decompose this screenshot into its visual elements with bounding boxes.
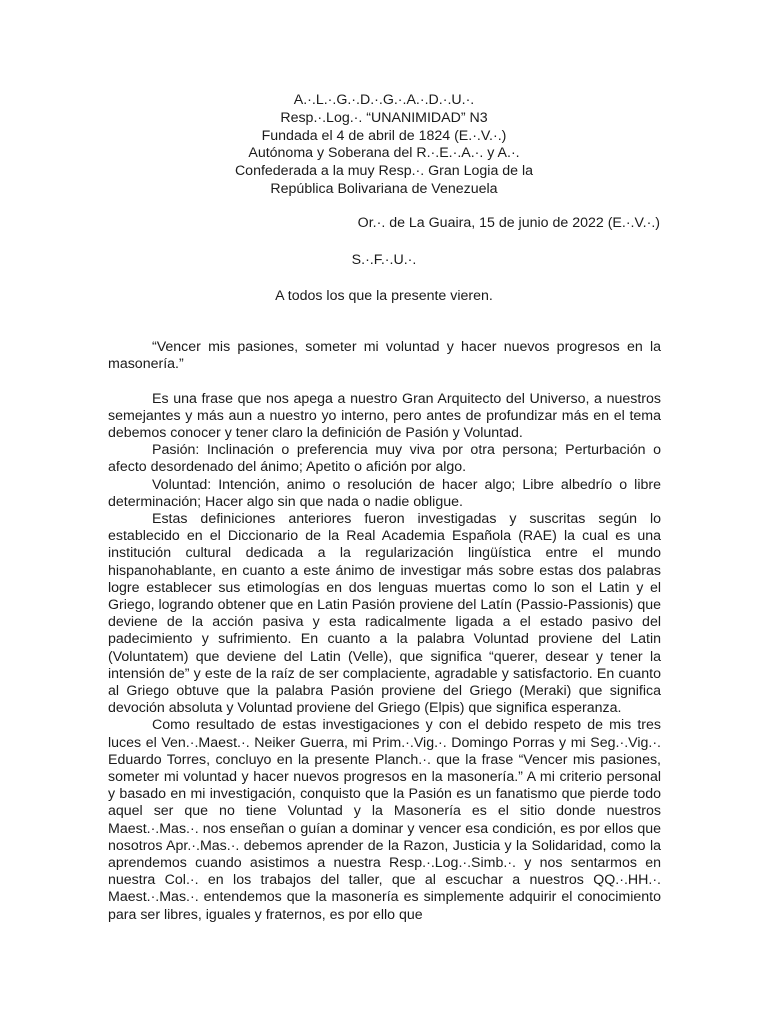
lodge-header: [108, 92, 660, 199]
header-line: Resp.·.Log.·. “UNANIMIDAD” N3: [280, 109, 488, 126]
body-paragraph: Estas definiciones anteriores fueron investigadas y suscritas según lo establecido en el Diccionario de la Real Academia Española (RAE) la cual es una institución cultural dedicada a la regularización lingüística entre el mundo hispanohablante, en cuanto a este ánimo de investigar más sobre estas dos palabras logre establecer sus etimologías en dos lenguas muertas como lo son el Latin y el Griego, logrando obtener que en Latin Pasión proviene del Latín (Passio-Passionis) que deviene de la acción pasiva y esta radicalmente ligada a el estado pasivo del padecimiento y sufrimiento. En cuanto a la palabra Voluntad proviene del Latin (Voluntatem) que deviene del Latin (Velle), que significa “querer, desear y tener la intensión de” y este de la raíz de ser complaciente, agradable y satisfactorio. En cuanto al Griego obtuve que la palabra Pasión proviene del Griego (Meraki) que significa devoción absoluta y Voluntad proviene del Griego (Elpis) que significa esperanza.: [108, 511, 661, 717]
header-line: República Bolivariana de Venezuela: [270, 180, 498, 197]
header-line: Confederada a la muy Resp.·. Gran Logia de la: [234, 163, 534, 180]
header-line: Fundada el 4 de abril de 1824 (E.·.V.·.): [261, 127, 507, 144]
header-line: A.·.L.·.G.·.D.·.G.·.A.·.D.·.U.·.: [293, 92, 475, 108]
salutation: A todos los que la presente vieren.: [275, 288, 493, 304]
document-body: [108, 339, 661, 924]
sfu-greeting: S.·.F.·.U.·.: [351, 252, 417, 268]
definition-voluntad: Voluntad: Intención, animo o resolución de hacer algo; Libre albedrío o libre determinación; Hacer algo sin que nada o nadie obligue.: [108, 476, 661, 510]
header-line: Autónoma y Soberana del R.·.E.·.A.·. y A.·.: [248, 145, 520, 162]
definition-pasion: Pasión: Inclinación o preferencia muy viva por otra persona; Perturbación o afecto desordenado del ánimo; Apetito o afición por algo.: [108, 442, 661, 476]
place-date-line: Or.·. de La Guaira, 15 de junio de 2022 (E.·.V.·.): [357, 215, 660, 231]
body-paragraph: Es una frase que nos apega a nuestro Gran Arquitecto del Universo, a nuestros semejantes y más aun a nuestro yo interno, pero antes de profundizar más en el tema debemos conocer y tener claro la definición de Pasión y Voluntad.: [108, 390, 661, 441]
body-paragraph: Como resultado de estas investigaciones y con el debido respeto de mis tres luces el Ven.·.Maest.·. Neiker Guerra, mi Prim.·.Vig.·. Domingo Porras y mi Seg.·.Vig.·. Eduardo Torres, concluyo en la presente Planch.·. que la frase “Vencer mis pasiones, someter mi voluntad y hacer nuevos progresos en la masonería.” A mi criterio personal y basado en mi investigación, conquisto que la Pasión es un fanatismo que pierde todo aquel ser que no tiene Voluntad y la Masonería es el sitio donde nuestros Maest.·.Mas.·. nos enseñan o guían a dominar y vencer esa condición, es por ellos que nosotros Apr.·.Mas.·. debemos aprender de la Razon, Justicia y la Solidaridad, como la aprendemos cuando asistimos a nuestra Resp.·.Log.·.Simb.·. y nos sentarmos en nuestra Col.·. en los trabajos del taller, que al escuchar a nuestros QQ.·.HH.·. Maest.·.Mas.·. entendemos que la masonería es simplemente adquirir el conocimiento para ser libres, iguales y fraternos, es por ello que: [108, 717, 661, 923]
quote-paragraph: “Vencer mis pasiones, someter mi voluntad y hacer nuevos progresos en la masonería.”: [108, 339, 661, 373]
